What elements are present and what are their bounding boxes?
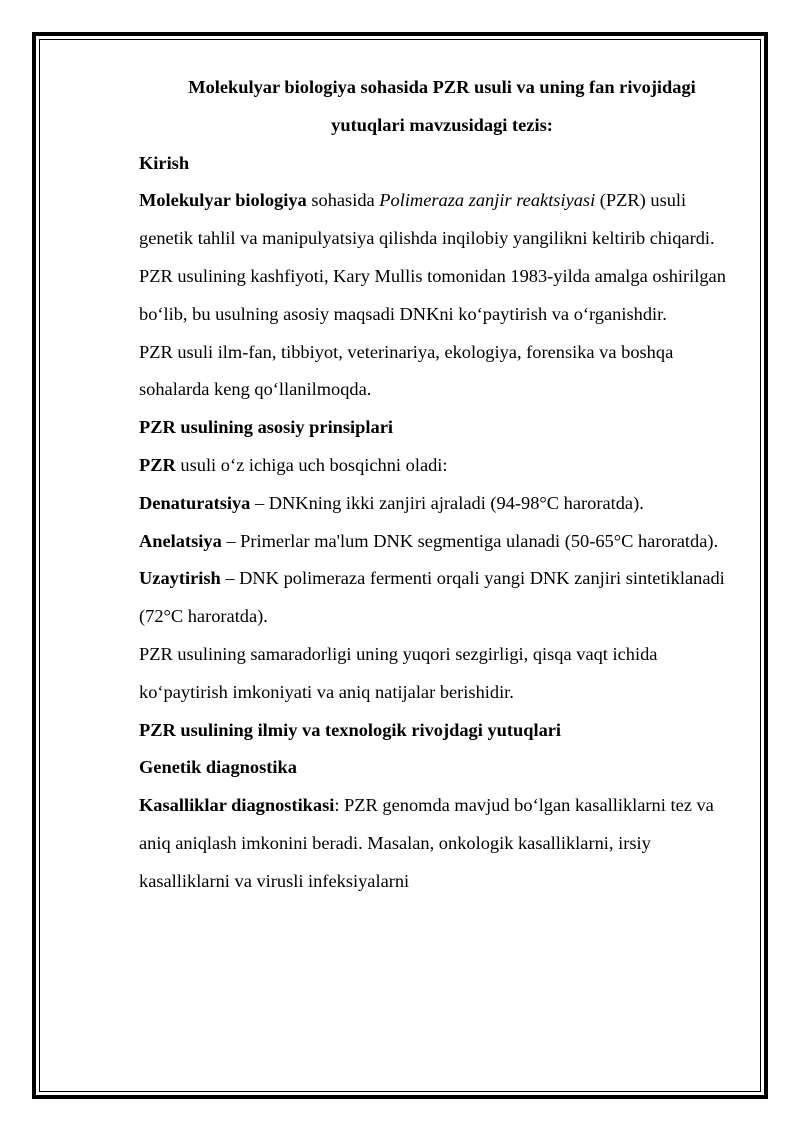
step-label: Uzaytirish xyxy=(139,568,221,589)
section-heading-principles: PZR usulining asosiy prinsiplari xyxy=(139,417,393,438)
step-text: – DNK polimeraza fermenti orqali yangi DNK zanjiri sintetiklanadi (72°C haroratda). xyxy=(139,568,725,627)
section-heading-intro: Kirish xyxy=(139,152,190,173)
document-body xyxy=(139,69,739,901)
paragraph-text: usuli o‘z ichiga uch bosqichni oladi: xyxy=(175,454,448,475)
step-label: Denaturatsiya xyxy=(139,492,251,513)
step-denaturation xyxy=(139,485,739,523)
paragraph-stages-intro xyxy=(139,447,739,485)
title-line-2: yutuqlari mavzusidagi tezis: xyxy=(331,114,553,135)
paragraph-intro xyxy=(139,182,739,258)
section-heading-diagnostics: Genetik diagnostika xyxy=(139,757,297,778)
term-disease-diagnostics: Kasalliklar diagnostikasi xyxy=(139,795,335,816)
step-label: Anelatsiya xyxy=(139,530,222,551)
section-heading-achievements: PZR usulining ilmiy va texnologik rivojdagi yutuqlari xyxy=(139,719,562,740)
document-title xyxy=(139,69,739,145)
step-text: – DNKning ikki zanjiri ajraladi (94-98°C haroratda). xyxy=(250,492,644,513)
paragraph-text: (PZR) usuli genetik tahlil va manipulyatsiya qilishda inqilobiy yangilikni keltirib chiqardi. xyxy=(139,190,715,249)
term-pzr: PZR xyxy=(139,454,176,475)
term-pcr-italic: Polimeraza zanjir reaktsiyasi xyxy=(379,190,596,211)
step-text: – Primerlar ma'lum DNK segmentiga ulanadi (50-65°C haroratda). xyxy=(221,530,719,551)
paragraph-text: sohasida xyxy=(306,190,380,211)
term-molecular-biology: Molekulyar biologiya xyxy=(139,190,307,211)
paragraph-applications: PZR usuli ilm-fan, tibbiyot, veterinariya, ekologiya, forensika va boshqa sohalarda keng qo‘llanilmoqda. xyxy=(139,341,674,400)
paragraph-discovery: PZR usulining kashfiyoti, Kary Mullis tomonidan 1983-yilda amalga oshirilgan bo‘lib, bu usulning asosiy maqsadi DNKni ko‘paytirish va o‘rganishdir. xyxy=(139,265,726,324)
paragraph-text: : PZR genomda mavjud bo‘lgan kasalliklarni tez va aniq aniqlash imkonini beradi. Masalan, onkologik kasalliklarni, irsiy kasalliklarni va virusli infeksiyalarni xyxy=(139,795,714,891)
step-annealing xyxy=(139,523,739,561)
paragraph-efficiency: PZR usulining samaradorligi uning yuqori sezgirligi, qisqa vaqt ichida ko‘paytirish imkoniyati va aniq natijalar berishidir. xyxy=(139,643,658,702)
step-extension xyxy=(139,560,739,636)
paragraph-disease-diagnostics xyxy=(139,787,739,900)
title-line-1: Molekulyar biologiya sohasida PZR usuli va uning fan rivojidagi xyxy=(188,77,696,97)
